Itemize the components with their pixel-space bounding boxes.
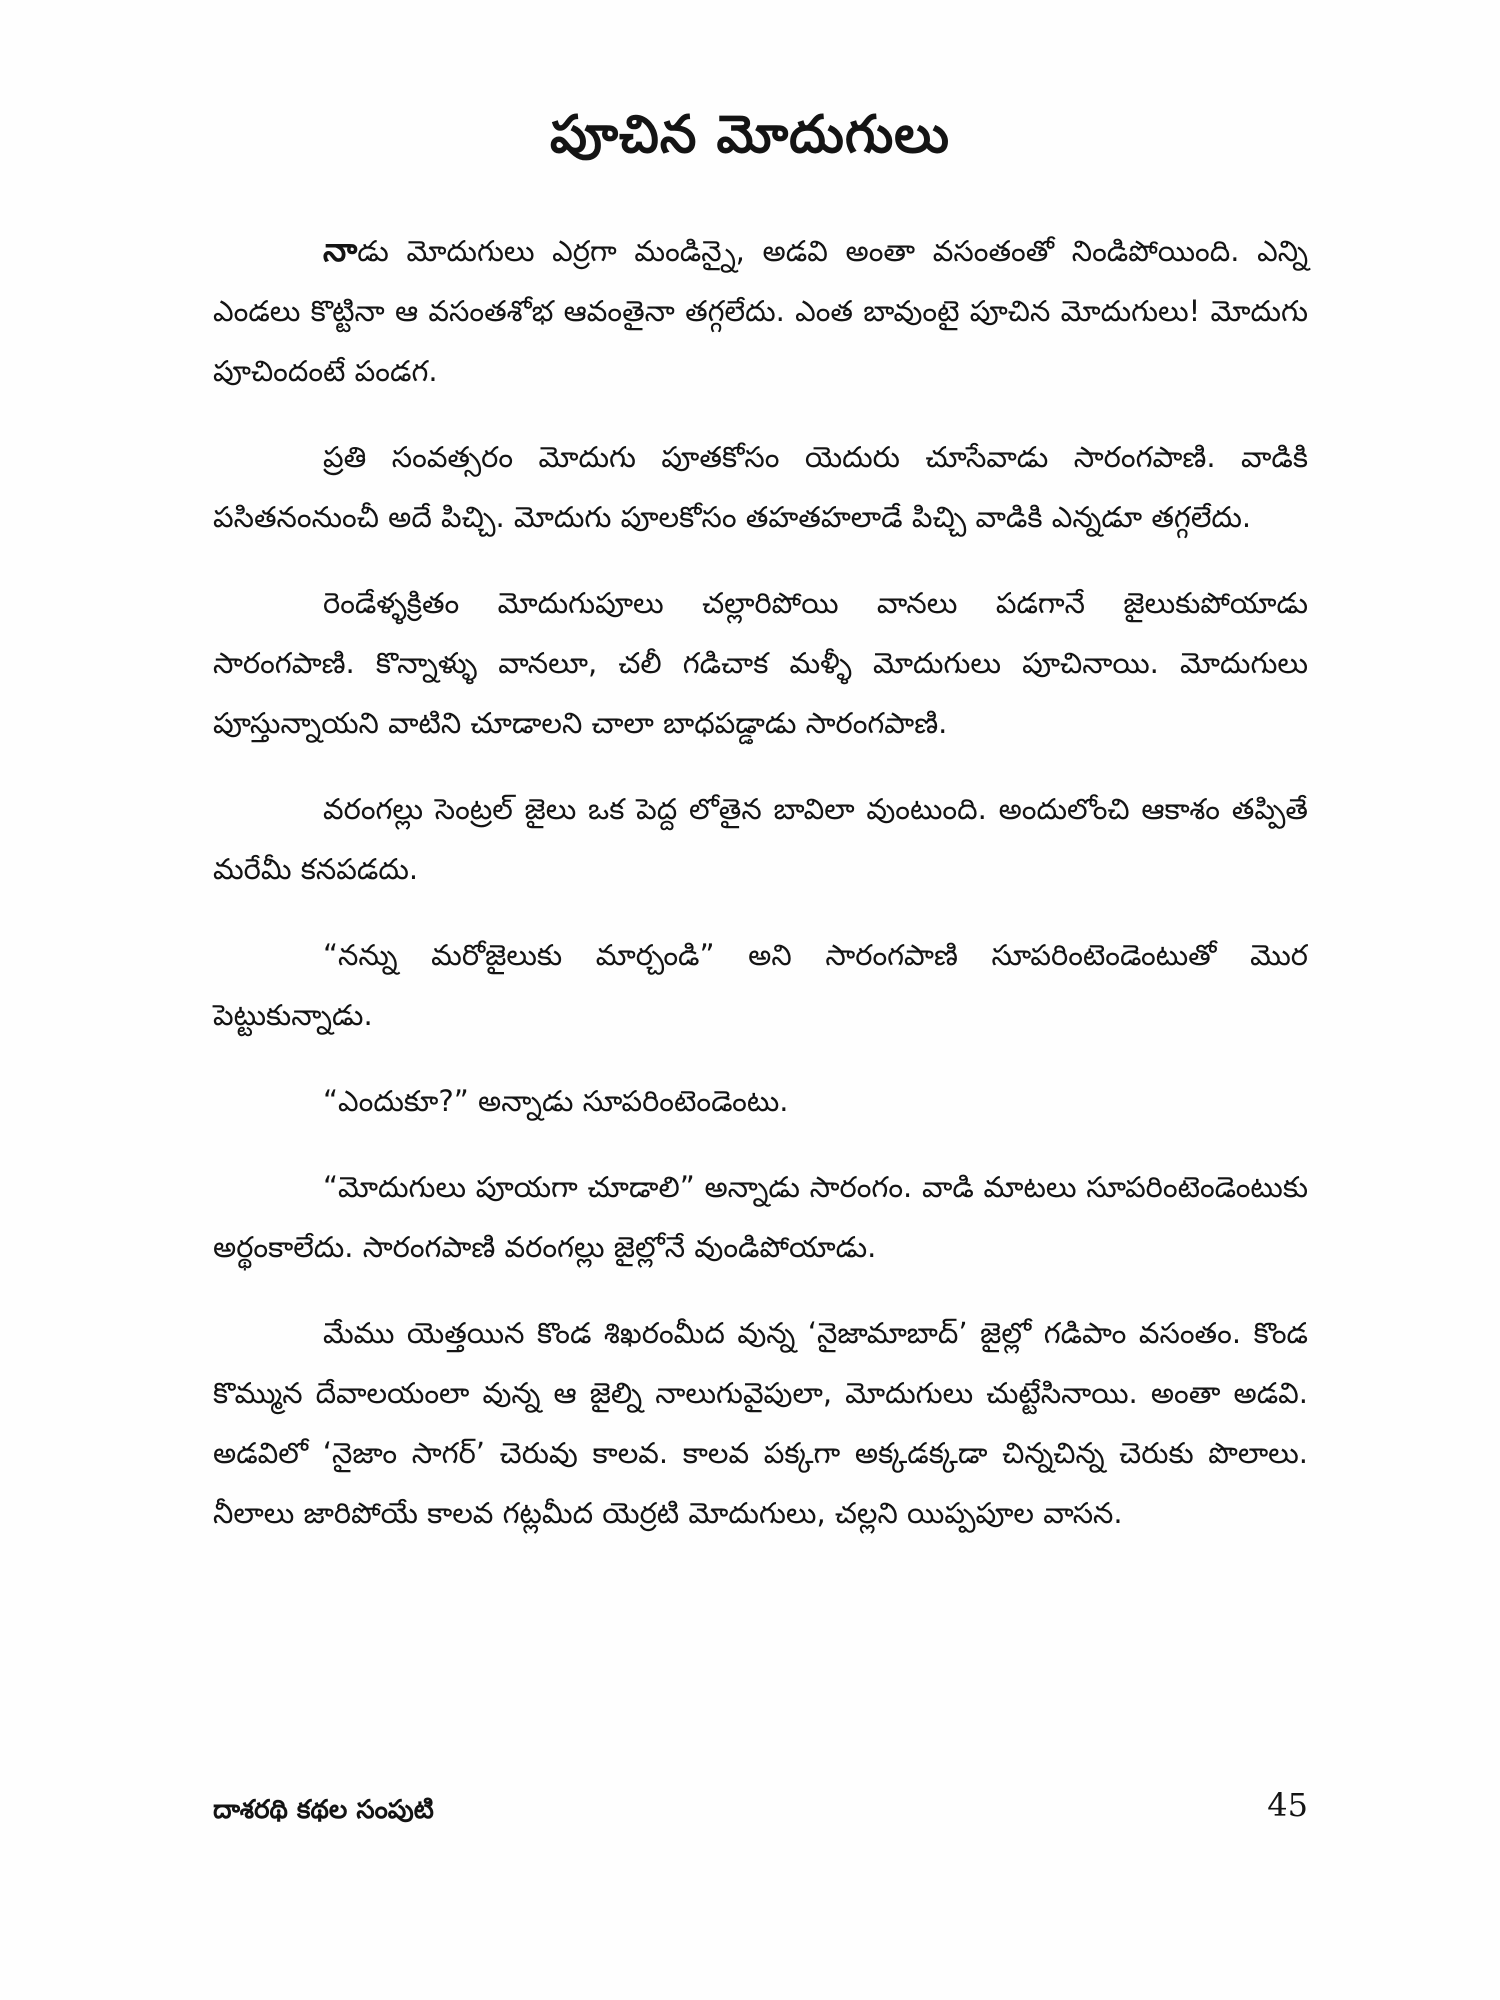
- paragraph-5: “నన్ను మరోజైలుకు మార్చండి” అని సారంగపాణి సూపరింటెండెంటుతో మొర పెట్టుకున్నాడు.: [213, 938, 1308, 1032]
- paragraph-4: వరంగల్లు సెంట్రల్ జైలు ఒక పెద్ద లోతైన బావిలా వుంటుంది. అందులోంచి ఆకాశం తప్పితే మరేమీ కనపడదు.: [213, 792, 1308, 886]
- paragraph-6: “ఎందుకూ?” అన్నాడు సూపరింటెండెంటు.: [323, 1084, 789, 1118]
- paragraph-8: మేము యెత్తయిన కొండ శిఖరంమీద వున్న ‘నైజామాబాద్’ జైల్లో గడిపాం వసంతం. కొండ కొమ్మున దేవాలయంలా వున్న ఆ జైల్ని నాలుగువైపులా, మోదుగులు చుట్టేసినాయి. అంతా అడవి. అడవిలో ‘నైజాం సాగర్’ చెరువు కాలవ. కాలవ పక్కగా అక్కడక్కడా చిన్నచిన్న చెరుకు పొలాలు. నీలాలు జారిపోయే కాలవ గట్లమీద యెర్రటి మోదుగులు, చల్లని యిప్పపూల వాసన.: [213, 1316, 1308, 1530]
- footer-book-title: దాశరథి కథల సంపుటి: [213, 1795, 434, 1825]
- page-number: 45: [1267, 1786, 1308, 1824]
- paragraph-2: ప్రతి సంవత్సరం మోదుగు పూతకోసం యెదురు చూసేవాడు సారంగపాణి. వాడికి పసితనంనుంచీ అదే పిచ్చి. మోదుగు పూలకోసం తహతహలాడే పిచ్చి వాడికి ఎన్నడూ తగ్గలేదు.: [213, 440, 1308, 534]
- paragraph-3: రెండేళ్ళక్రితం మోదుగుపూలు చల్లారిపోయి వానలు పడగానే జైలుకుపోయాడు సారంగపాణి. కొన్నాళ్ళు వానలూ, చలీ గడిచాక మళ్ళీ మోదుగులు పూచినాయి. మోదుగులు పూస్తున్నాయని వాటిని చూడాలని చాలా బాధపడ్డాడు సారంగపాణి.: [213, 586, 1308, 740]
- paragraph-1: [213, 220, 1308, 401]
- story-body: [213, 220, 1308, 1569]
- paragraph-lead-word: నా: [323, 230, 358, 269]
- paragraph-7: “మోదుగులు పూయగా చూడాలి” అన్నాడు సారంగం. వాడి మాటలు సూపరింటెండెంటుకు అర్థంకాలేదు. సారంగపాణి వరంగల్లు జైల్లోనే వుండిపోయాడు.: [213, 1170, 1308, 1264]
- paragraph-1-text: డు మోదుగులు ఎర్రగా మండిన్నై, అడవి అంతా వసంతంతో నిండిపోయింది. ఎన్ని ఎండలు కొట్టినా ఆ వసంతశోభ ఆవంతైనా తగ్గలేదు. ఎంత బావుంటై పూచిన మోదుగులు! మోదుగు పూచిందంటే పండగ.: [213, 234, 1308, 388]
- story-title: పూచిన మోదుగులు: [549, 105, 951, 165]
